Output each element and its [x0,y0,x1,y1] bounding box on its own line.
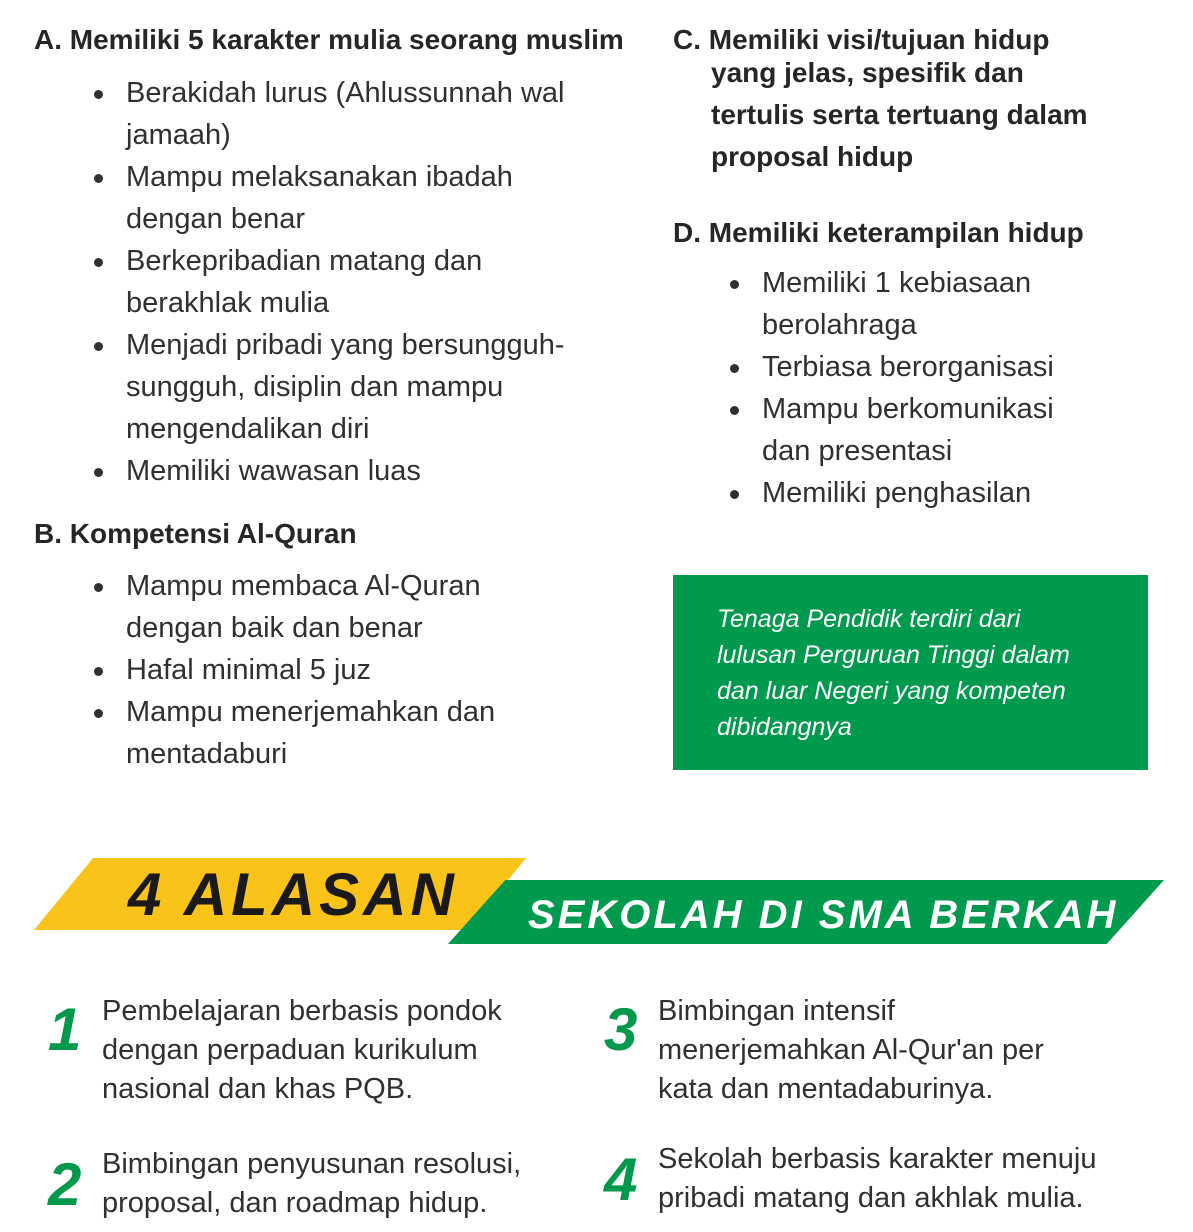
list-item: Mampu menerjemahkan dan mentadaburi [94,691,594,775]
list-item: Terbiasa berorganisasi [730,346,1130,388]
list-item: Memiliki wawasan luas [94,450,594,492]
reason-number: 4 [604,1146,638,1213]
list-item: Memiliki 1 kebiasaan berolahraga [730,262,1130,346]
section-d-title: D. Memiliki keterampilan hidup [673,217,1084,248]
section-b-title: B. Kompetensi Al-Quran [34,518,357,549]
section-d-list [730,262,1130,514]
list-item: Mampu membaca Al-Quran dengan baik dan benar [94,565,594,649]
section-c-title: C. Memiliki visi/tujuan hidup yang jelas, spesifik dan tertulis serta tertuang dalam proposal hidup [673,24,1088,172]
section-a-list [94,72,594,492]
reason-text: Bimbingan intensif menerjemahkan Al-Qur'an per kata dan mentadaburinya. [658,995,1044,1105]
list-item: Berakidah lurus (Ahlussunnah wal jamaah) [94,72,594,156]
section-b-list [94,565,594,775]
reason-text: Sekolah berbasis karakter menuju pribadi matang dan akhlak mulia. [658,1143,1097,1214]
teacher-note-box [673,575,1148,770]
list-item: Mampu melaksanakan ibadah dengan benar [94,156,594,240]
reason-number: 2 [48,1151,82,1218]
reason-number: 1 [48,996,82,1063]
list-item: Mampu berkomunikasi dan presentasi [730,388,1130,472]
banner-title-left: 4 ALASAN [128,861,458,928]
reason-number: 3 [604,996,638,1063]
list-item: Menjadi pribadi yang bersungguh- sungguh, disiplin dan mampu mengendalikan diri [94,324,594,450]
banner-title-right: SEKOLAH DI SMA BERKAH [528,893,1119,937]
list-item: Hafal minimal 5 juz [94,649,594,691]
list-item: Memiliki penghasilan [730,472,1130,514]
reason-text: Bimbingan penyusunan resolusi, proposal, dan roadmap hidup. [102,1148,522,1219]
teacher-note-text: Tenaga Pendidik terdiri dari lulusan Perguruan Tinggi dalam dan luar Negeri yang kompeten dibidangnya [717,605,1070,741]
reason-text: Pembelajaran berbasis pondok dengan perpaduan kurikulum nasional dan khas PQB. [102,995,502,1105]
section-a-title: A. Memiliki 5 karakter mulia seorang muslim [34,24,624,55]
list-item: Berkepribadian matang dan berakhlak mulia [94,240,594,324]
